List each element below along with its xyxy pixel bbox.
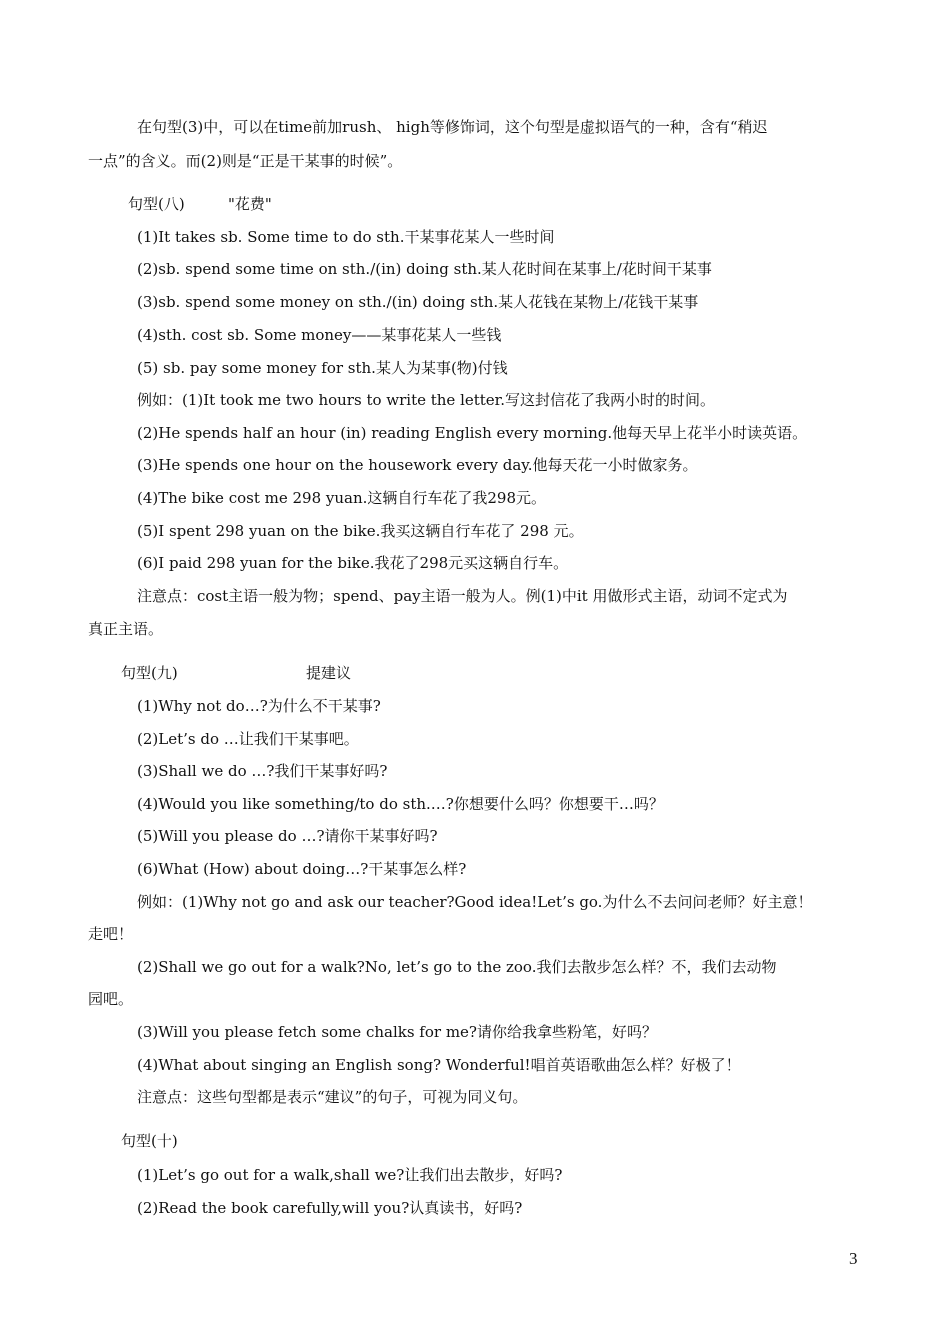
section-8-pattern-5: (5) sb. pay some money for sth.某人为某事(物)付钱	[137, 359, 508, 377]
intro-line-2: 一点”的含义。而(2)则是“正是干某事的时候”。	[88, 152, 403, 170]
section-8-heading: 句型(八)	[128, 195, 185, 213]
section-9-pattern-3: (3)Shall we do …?我们干某事好吗?	[137, 762, 388, 780]
section-9-pattern-6: (6)What (How) about doing…?干某事怎么样?	[137, 860, 467, 878]
section-9-example-4: (4)What about singing an English song? Wonderful!唱首英语歌曲怎么样？好极了！	[137, 1056, 741, 1074]
section-9-example-3: (3)Will you please fetch some chalks for me?请你给我拿些粉笔，好吗？	[137, 1023, 657, 1041]
section-8-example-6: (6)I paid 298 yuan for the bike.我花了298元买这辆自行车。	[137, 554, 569, 572]
section-8-pattern-4: (4)sth. cost sb. Some money——某事花某人一些钱	[137, 326, 502, 344]
section-10-pattern-2: (2)Read the book carefully,will you?认真读书，好吗?	[137, 1199, 523, 1217]
section-9-example-2-line-2: 园吧。	[88, 990, 134, 1008]
section-8-example-1: 例如：(1)It took me two hours to write the letter.写这封信花了我两小时的时间。	[137, 391, 715, 409]
page-number: 3	[849, 1249, 858, 1268]
section-8-note-line-1: 注意点：cost主语一般为物；spend、pay主语一般为人。例(1)中it 用做形式主语，动词不定式为	[137, 587, 788, 605]
section-10-pattern-1: (1)Let’s go out for a walk,shall we?让我们出去散步，好吗?	[137, 1166, 563, 1184]
section-8-pattern-1: (1)It takes sb. Some time to do sth.干某事花某人一些时间	[137, 228, 555, 246]
section-9-subheading: 提建议	[306, 664, 352, 682]
section-9-pattern-2: (2)Let’s do …让我们干某事吧。	[137, 730, 359, 748]
section-9-note: 注意点：这些句型都是表示“建议”的句子，可视为同义句。	[137, 1088, 528, 1106]
section-8-subheading: "花费"	[228, 195, 272, 213]
section-10-heading: 句型(十)	[121, 1132, 178, 1150]
section-9-pattern-1: (1)Why not do…?为什么不干某事?	[137, 697, 381, 715]
section-9-example-1-line-2: 走吧！	[88, 925, 134, 943]
section-9-heading: 句型(九)	[121, 664, 178, 682]
section-8-example-4: (4)The bike cost me 298 yuan.这辆自行车花了我298元。	[137, 489, 547, 507]
section-9-example-2-line-1: (2)Shall we go out for a walk?No, let’s go to the zoo.我们去散步怎么样？不，我们去动物	[137, 958, 777, 976]
section-8-example-5: (5)I spent 298 yuan on the bike.我买这辆自行车花了 298 元。	[137, 522, 584, 540]
intro-line-1: 在句型(3)中，可以在time前加rush、 high等修饰词，这个句型是虚拟语气的一种，含有“稍迟	[137, 118, 768, 136]
section-8-example-3: (3)He spends one hour on the housework every day.他每天花一小时做家务。	[137, 456, 698, 474]
section-9-example-1-line-1: 例如：(1)Why not go and ask our teacher?Good idea!Let’s go.为什么不去问问老师？好主意！	[137, 893, 813, 911]
section-8-example-2: (2)He spends half an hour (in) reading English every morning.他每天早上花半小时读英语。	[137, 424, 808, 442]
section-8-note-line-2: 真正主语。	[88, 620, 164, 638]
section-8-pattern-3: (3)sb. spend some money on sth./(in) doing sth.某人花钱在某物上/花钱干某事	[137, 293, 699, 311]
section-9-pattern-4: (4)Would you like something/to do sth.…?你想要什么吗？你想要干…吗？	[137, 795, 664, 813]
section-8-pattern-2: (2)sb. spend some time on sth./(in) doing sth.某人花时间在某事上/花时间干某事	[137, 260, 712, 278]
section-9-pattern-5: (5)Will you please do …?请你干某事好吗?	[137, 827, 438, 845]
